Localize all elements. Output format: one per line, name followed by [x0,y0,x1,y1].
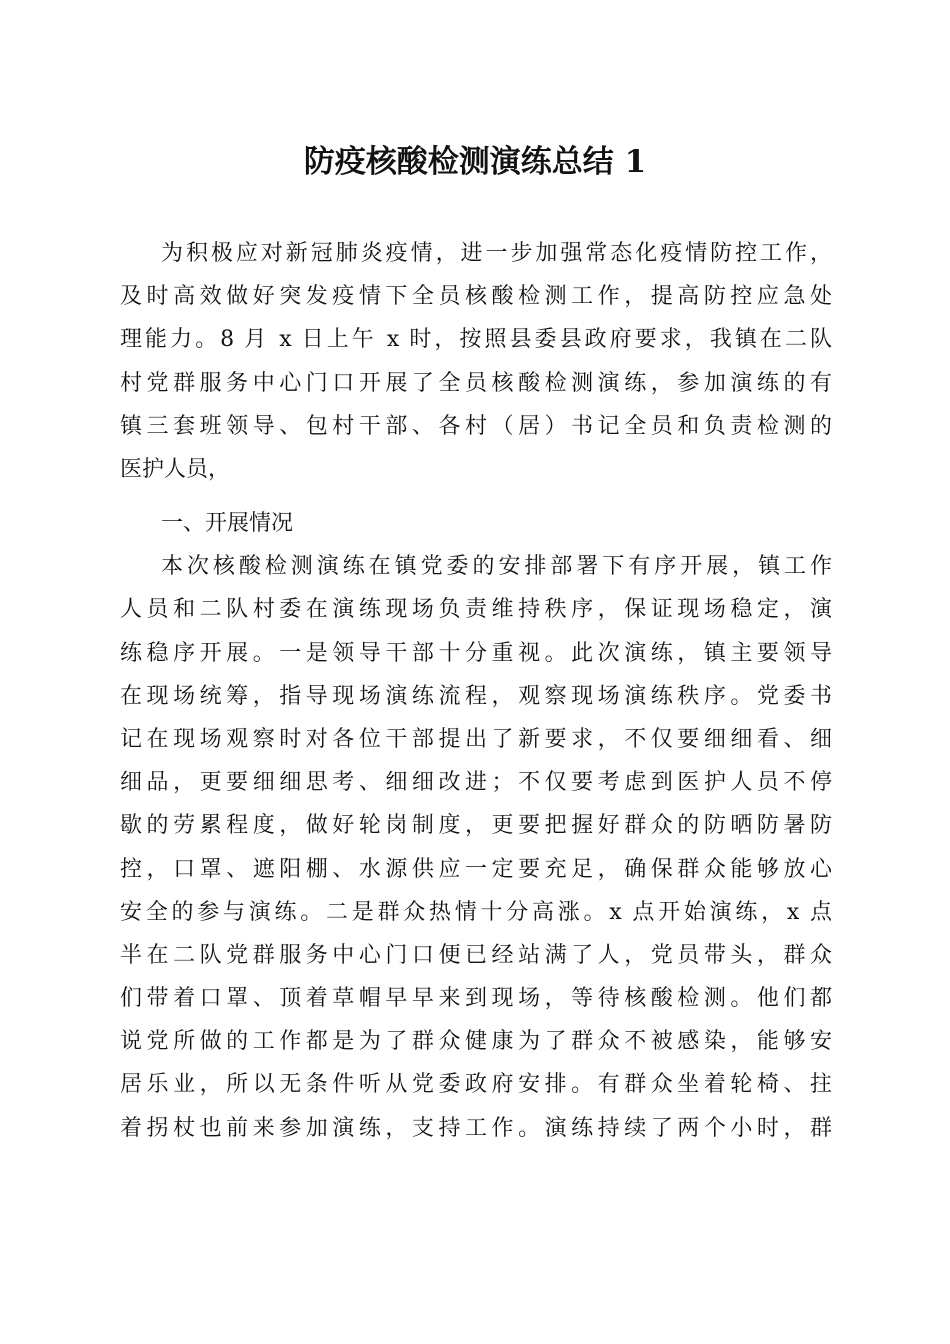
paragraph-line: 练稳序开展。一是领导干部十分重视。此次演练，镇主要领导 [120,640,832,666]
paragraph-line: 村党群服务中心门口开展了全员核酸检测演练，参加演练的有 [120,370,832,396]
paragraph-line: 记在现场观察时对各位干部提出了新要求，不仅要细细看、细 [120,726,832,752]
paragraph-line: 控，口罩、遮阳棚、水源供应一定要充足，确保群众能够放心 [120,856,832,882]
section-heading: 一、开展情况 [161,511,294,536]
paragraph-line: 歇的劳累程度，做好轮岗制度，更要把握好群众的防晒防暑防 [120,813,832,839]
paragraph-line: 着拐杖也前来参加演练，支持工作。演练持续了两个小时，群 [120,1115,832,1141]
document-title: 防疫核酸检测演练总结 1 [303,144,647,180]
paragraph-line: 人员和二队村委在演练现场负责维持秩序，保证现场稳定，演 [120,597,832,623]
paragraph-line: 半在二队党群服务中心门口便已经站满了人，党员带头，群众 [120,942,832,968]
paragraph-line: 居乐业，所以无条件听从党委政府安排。有群众坐着轮椅、拄 [120,1072,832,1098]
intro-paragraph [120,232,832,491]
paragraph-line: 理能力。8 月 x 日上午 x 时，按照县委县政府要求，我镇在二队 [120,327,832,353]
paragraph-line: 镇三套班领导、包村干部、各村（居）书记全员和负责检测的 [120,413,832,439]
paragraph-line: 安全的参与演练。二是群众热情十分高涨。x 点开始演练，x 点 [120,899,832,925]
paragraph-line: 们带着口罩、顶着草帽早早来到现场，等待核酸检测。他们都 [120,986,832,1012]
paragraph-line: 说党所做的工作都是为了群众健康为了群众不被感染，能够安 [120,1029,832,1055]
paragraph-line: 及时高效做好突发疫情下全员核酸检测工作，提高防控应急处 [120,284,832,310]
paragraph-line: 细品，更要细细思考、细细改进；不仅要考虑到医护人员不停 [120,770,832,796]
section-1 [120,502,832,1150]
paragraph-line: 本次核酸检测演练在镇党委的安排部署下有序开展，镇工作 [161,554,832,580]
paragraph-line: 在现场统筹，指导现场演练流程，观察现场演练秩序。党委书 [120,683,832,709]
paragraph-line: 为积极应对新冠肺炎疫情，进一步加强常态化疫情防控工作， [161,241,832,266]
paragraph-line: 医护人员， [120,456,231,482]
